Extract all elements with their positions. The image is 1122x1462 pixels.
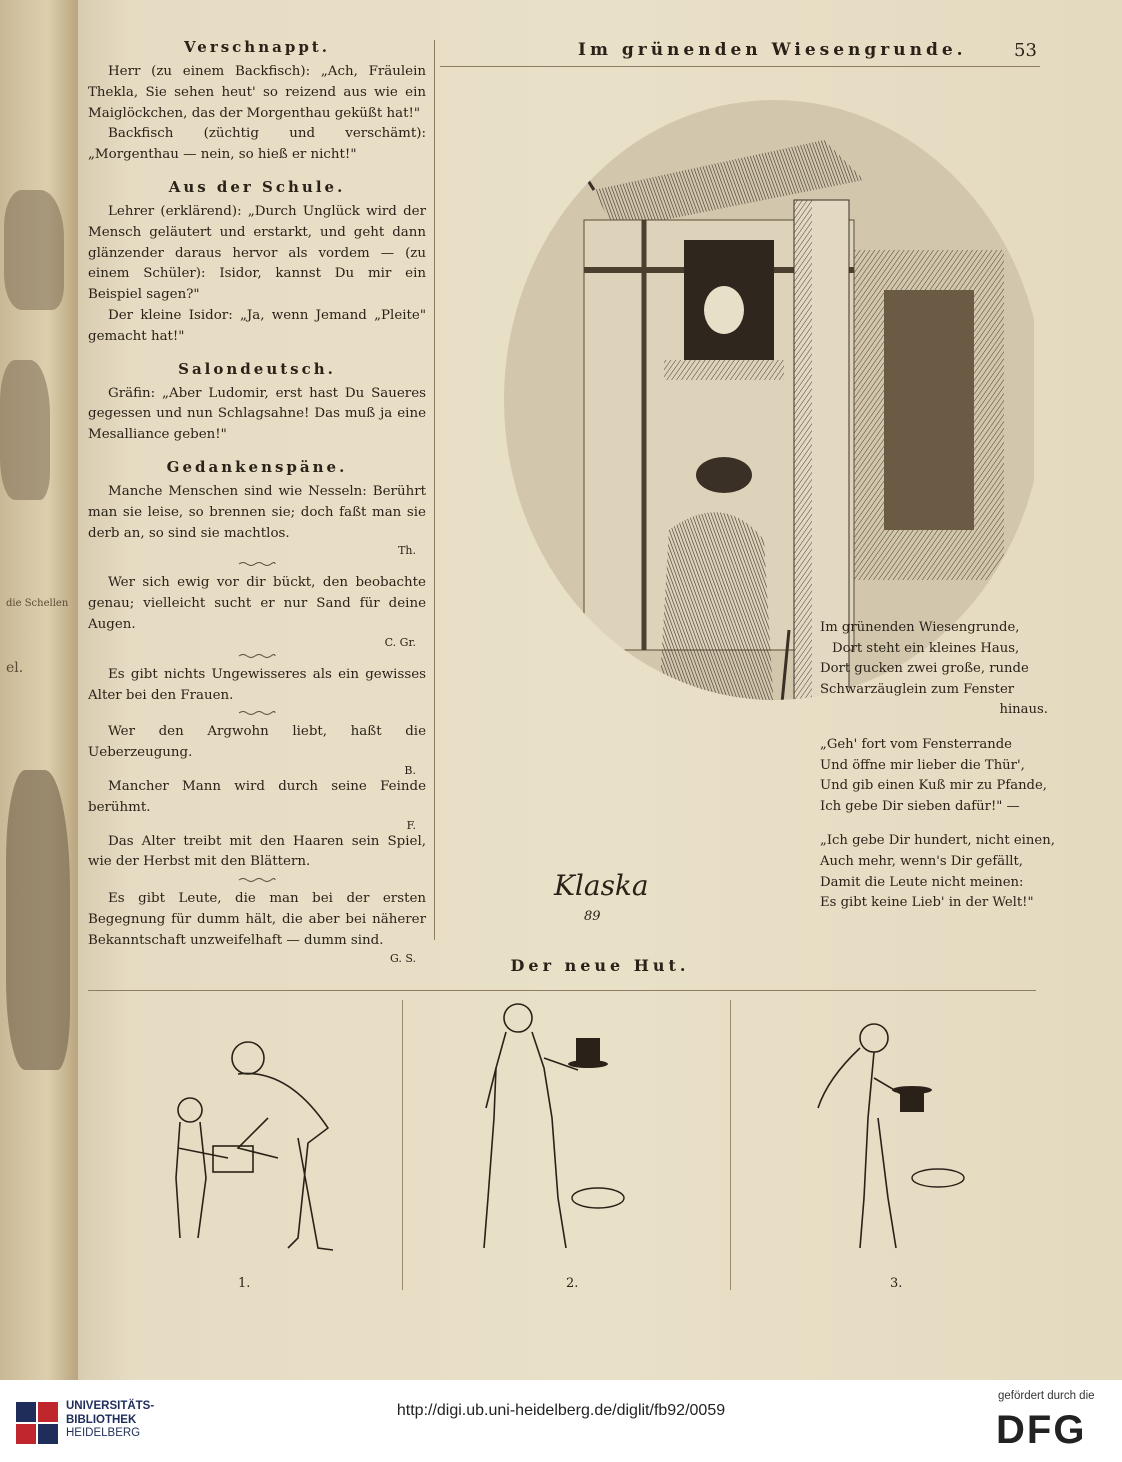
poem-line: hinaus. <box>999 702 1048 718</box>
comic-panel-2-drawing <box>448 998 708 1278</box>
aphorism: Manche Menschen sind wie Nesseln: Berührt man sie leise, so brennen sie; doch faßt man sie derb an, so sind sie machtlos. <box>88 483 426 541</box>
page-header-title: Im grünenden Wiesengrunde. <box>578 40 967 60</box>
aphorism: Es gibt nichts Ungewisseres als ein gewisses Alter bei den Frauen. <box>88 666 426 703</box>
signature: F. <box>406 818 416 832</box>
squiggle-divider-icon <box>238 653 276 659</box>
poem-line: Dort steht ein kleines Haus, <box>832 640 1020 656</box>
poem <box>820 618 1055 914</box>
comic-title: Der neue Hut. <box>510 956 690 975</box>
paragraph: Der kleine Isidor: „Ja, wenn Jemand „Pleite" gemacht hat!" <box>88 307 426 344</box>
aphorism: Das Alter treibt mit den Haaren sein Spiel, wie der Herbst mit den Blättern. <box>88 833 426 870</box>
poem-line: Damit die Leute nicht meinen: <box>820 874 1024 890</box>
previous-page-edge: die Schellen el. <box>0 0 78 1380</box>
section-title: Verschnappt. <box>184 38 330 56</box>
section-title: Salondeutsch. <box>178 359 336 378</box>
squiggle-divider-icon <box>238 710 276 716</box>
paragraph: Lehrer (erklärend): „Durch Unglück wird der Mensch geläutert und erstarkt, und geht dann glänzender daraus hervor als vordem — (zu einem Schüler): Isidor, kannst Du mir ein Beispiel sagen?" <box>88 203 426 303</box>
aphorism: Wer den Argwohn liebt, haßt die Ueberzeugung. <box>88 724 426 761</box>
comic-rule <box>88 990 1036 991</box>
paragraph: Gräfin: „Aber Ludomir, erst hast Du Saueres gegessen und nun Schlagsahne! Das muß ja eine Mesalliance geben!" <box>88 385 426 443</box>
panel-separator <box>730 1000 731 1290</box>
paragraph: Herr (zu einem Backfisch): „Ach, Fräulein Thekla, Sie sehen heut' so reizend aus wie ein Maiglöckchen, das der Morgenthau geküßt hat!" <box>88 64 426 121</box>
poem-line: „Geh' fort vom Fensterrande <box>820 736 1012 752</box>
squiggle-divider-icon <box>238 877 276 883</box>
funding-label: gefördert durch die <box>998 1390 1095 1402</box>
aphorism: Es gibt Leute, die man bei der ersten Begegnung für dumm hält, die aber bei näherer Bekanntschaft unzweifelhaft — dumm sind. <box>88 891 426 948</box>
poem-line: Es gibt keine Lieb' in der Welt!" <box>820 895 1034 911</box>
poem-line: Und gib einen Kuß mir zu Pfande, <box>820 778 1047 794</box>
poem-line: Auch mehr, wenn's Dir gefällt, <box>820 853 1023 869</box>
squiggle-divider-icon <box>238 561 276 567</box>
footer-bar <box>0 1380 1122 1462</box>
artist-year: 89 <box>584 909 601 924</box>
comic-panel-1-drawing <box>118 998 378 1278</box>
signature: B. <box>404 763 416 777</box>
poem-line: Ich gebe Dir sieben dafür!" — <box>820 798 1020 814</box>
panel-number: 2. <box>566 1276 579 1291</box>
signature: Th. <box>398 544 416 558</box>
comic-panel-3-drawing <box>778 998 1038 1278</box>
panel-separator <box>402 1000 403 1290</box>
section-title: Gedankenspäne. <box>166 457 348 476</box>
page-number: 53 <box>1014 40 1037 61</box>
header-rule <box>440 66 1040 67</box>
library-name-line: UNIVERSITÄTS- <box>66 1400 155 1412</box>
poem-line: „Ich gebe Dir hundert, nicht einen, <box>820 833 1055 849</box>
poem-line: Im grünenden Wiesengrunde, <box>820 620 1020 635</box>
signature: G. S. <box>389 951 416 965</box>
column-rule <box>434 40 435 940</box>
poem-line: Und öffne mir lieber die Thür', <box>820 757 1025 773</box>
magazine-page <box>78 0 1122 1380</box>
aphorism: Mancher Mann wird durch seine Feinde berühmt. <box>88 778 426 815</box>
signature: C. Gr. <box>384 635 416 649</box>
poem-line: Dort gucken zwei große, runde <box>820 661 1029 677</box>
library-name-line: HEIDELBERG <box>66 1427 141 1439</box>
aphorism: Wer sich ewig vor dir bückt, den beobachte genau; vielleicht sucht er nur Sand für deine Augen. <box>88 575 426 632</box>
artist-signature: Klaska <box>554 869 649 902</box>
document-url-link[interactable]: http://digi.ub.uni-heidelberg.de/diglit/fb92/0059 <box>396 1402 726 1419</box>
section-title: Aus der Schule. <box>168 177 346 196</box>
dfg-logo[interactable]: DFG <box>996 1408 1087 1452</box>
paragraph: Backfisch (züchtig und verschämt): „Morgenthau — nein, so hieß er nicht!" <box>88 126 426 163</box>
library-name-line: BIBLIOTHEK <box>66 1413 137 1426</box>
panel-number: 1. <box>238 1276 251 1291</box>
panel-number: 3. <box>890 1276 903 1291</box>
poem-line: Schwarzäuglein zum Fenster <box>820 681 1015 697</box>
left-text-column <box>88 38 426 965</box>
